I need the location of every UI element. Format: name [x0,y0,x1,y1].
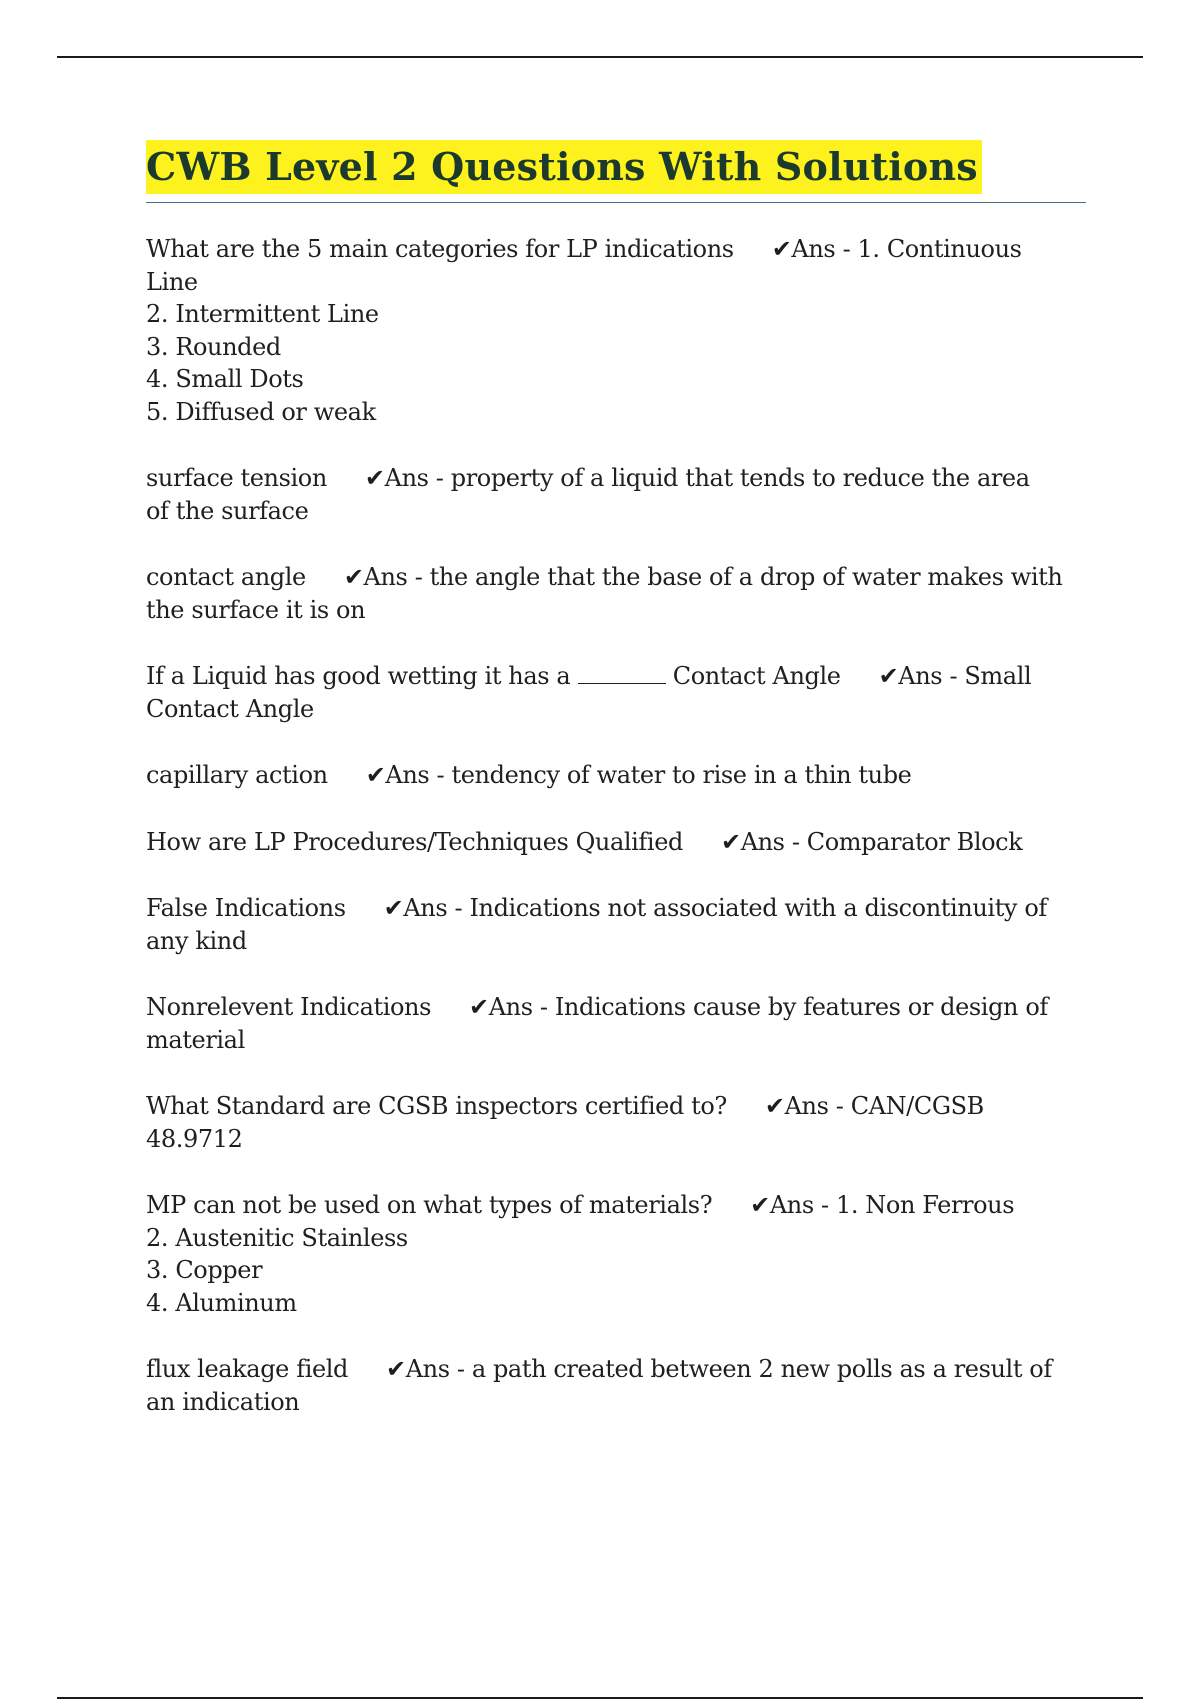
ans-separator: - [435,464,444,492]
question-text: What are the 5 main categories for LP indications [146,235,734,263]
qa-item [146,991,1086,1056]
checkmark-icon: ✔ [750,1191,770,1219]
footer-rule [57,1697,1143,1699]
qa-item [146,233,1086,428]
answer-text: Small [964,662,1032,690]
checkmark-icon: ✔ [771,235,792,263]
qa-item [146,892,1086,957]
ans-label: Ans [784,1092,829,1120]
ans-separator: - [835,1092,844,1120]
qa-item [146,1189,1086,1319]
answer-text: 1. Continuous [857,235,1022,263]
qa-item [146,462,1086,527]
answer-wrap: of the surface [146,496,309,525]
ans-label: Ans [405,1355,450,1383]
checkmark-icon: ✔ [383,894,404,922]
answer-wrap: 48.9712 [146,1124,243,1153]
question-text: If a Liquid has good wetting it has a [146,662,571,690]
qa-item [146,1353,1086,1418]
question-text: What Standard are CGSB inspectors certified to? [146,1092,727,1120]
qa-item [146,826,1086,859]
document-body [146,140,1086,1452]
answer-line: 3. Copper [146,1256,263,1284]
question-text: How are LP Procedures/Techniques Qualified [146,827,683,856]
ans-separator: - [791,827,800,856]
header-rule [57,56,1143,58]
ans-separator: - [414,563,423,591]
answer-wrap: Contact Angle [146,694,314,723]
question-text: contact angle [146,563,306,591]
question-text: surface tension [146,464,327,492]
answer-text: a path created between 2 new polls as a result of [471,1355,1052,1383]
answer-wrap: the surface it is on [146,595,366,624]
ans-label: Ans [769,1191,814,1219]
answer-wrap: material [146,1025,245,1054]
qa-item [146,561,1086,626]
answer-wrap: an indication [146,1387,300,1416]
checkmark-icon: ✔ [720,827,741,856]
ans-label: Ans [791,235,836,263]
checkmark-icon: ✔ [764,1092,785,1120]
ans-separator: - [821,1191,829,1219]
answer-text: CAN/CGSB [850,1092,984,1120]
ans-label: Ans [385,761,430,789]
ans-label: Ans [384,464,429,492]
checkmark-icon: ✔ [364,464,385,492]
question-text: capillary action [146,761,328,789]
document-title: CWB Level 2 Questions With Solutions [146,140,982,194]
answer-text: tendency of water to rise in a thin tube [451,761,912,789]
ans-separator: - [842,235,851,263]
answer-text: Comparator Block [806,827,1023,856]
answer-line: 2. Austenitic Stainless [146,1223,408,1252]
answer-line: 4. Aluminum [146,1288,297,1317]
ans-separator: - [456,1355,465,1383]
answer-text: Indications cause by features or design of [554,993,1048,1021]
ans-separator: - [436,761,445,789]
ans-label: Ans [488,993,533,1021]
question-text: Nonrelevent Indications [146,993,432,1021]
qa-item [146,1090,1086,1155]
question-text: False Indications [146,894,346,922]
answer-text: property of a liquid that tends to reduce the area [450,464,1030,492]
checkmark-icon: ✔ [469,993,489,1021]
ans-label: Ans [898,662,943,690]
checkmark-icon: ✔ [386,1355,406,1383]
ans-separator: - [949,662,958,690]
answer-line: 3. Rounded [146,332,281,361]
fill-in-blank [578,661,666,684]
ans-label: Ans [403,894,448,922]
question-text: MP can not be used on what types of materials? [146,1191,713,1219]
question-text-after-blank: Contact Angle [672,662,841,690]
ans-separator: - [454,894,463,922]
answer-line: 5. Diffused or weak [146,397,376,426]
qa-item [146,759,1086,792]
ans-label: Ans [740,827,785,856]
qa-item [146,660,1086,725]
answer-text: the angle that the base of a drop of water makes with [429,563,1063,591]
answer-line: 4. Small Dots [146,365,304,393]
answer-wrap: any kind [146,926,247,955]
answer-line: 2. Intermittent Line [146,300,379,328]
checkmark-icon: ✔ [878,662,899,690]
checkmark-icon: ✔ [365,761,386,789]
ans-separator: - [539,993,548,1021]
answer-text: 1. Non Ferrous [835,1191,1015,1219]
answer-text: Indications not associated with a discontinuity of [469,894,1047,922]
ans-label: Ans [363,563,408,591]
question-text: flux leakage field [146,1355,349,1383]
answer-wrap: Line [146,267,198,296]
checkmark-icon: ✔ [343,563,364,591]
title-block [146,140,1086,203]
